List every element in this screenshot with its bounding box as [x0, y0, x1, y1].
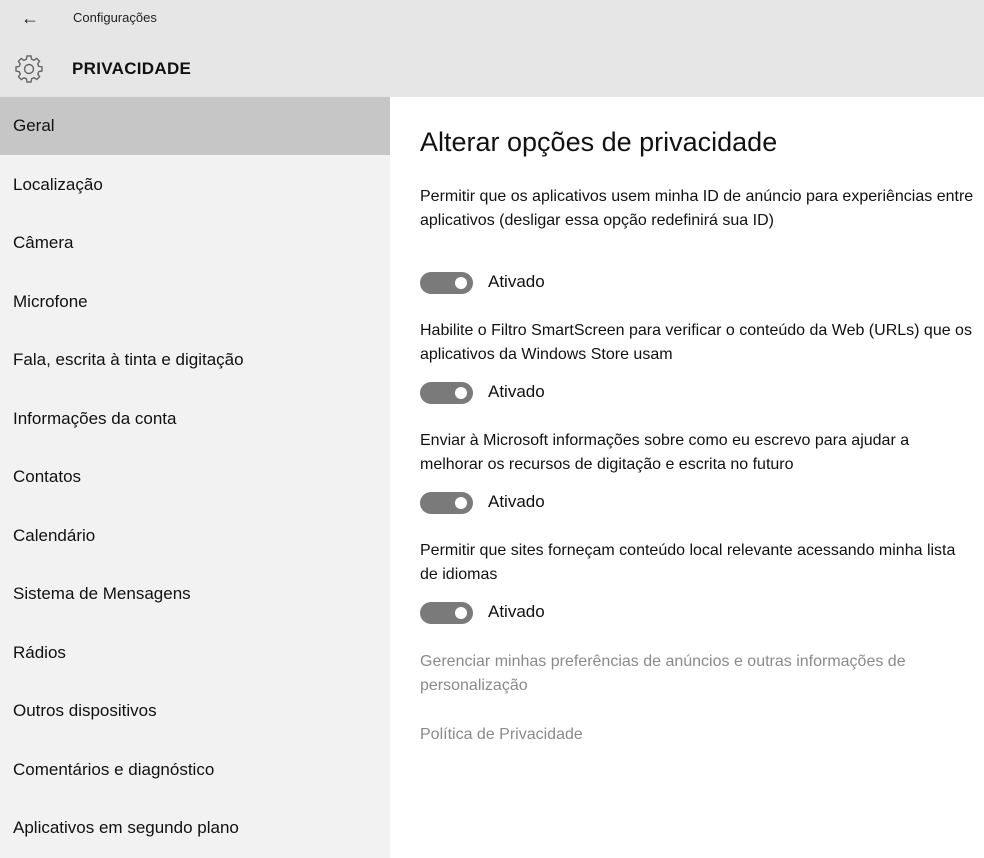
toggle-knob — [455, 277, 467, 289]
language-list-toggle[interactable] — [420, 602, 473, 624]
option-description: Habilite o Filtro SmartScreen para verificar o conteúdo da Web (URLs) que os aplicativos da Windows Store usam — [420, 322, 972, 363]
smartscreen-toggle[interactable] — [420, 382, 473, 404]
advertising-id-toggle[interactable] — [420, 272, 473, 294]
sidebar-item-localizacao[interactable]: Localização — [13, 174, 103, 194]
page-title: Alterar opções de privacidade — [420, 127, 778, 157]
sidebar-item-fala[interactable]: Fala, escrita à tinta e digitação — [13, 350, 244, 369]
sidebar-item-geral[interactable]: Geral — [0, 97, 390, 155]
section-title: PRIVACIDADE — [72, 59, 192, 78]
header — [0, 0, 984, 97]
option-description: Permitir que sites forneçam conteúdo local relevante acessando minha lista de idiomas — [420, 542, 956, 583]
sidebar-item-informacoes-conta[interactable]: Informações da conta — [13, 408, 177, 428]
main-content — [390, 97, 984, 858]
toggle-state-label: Ativado — [488, 602, 545, 621]
sidebar-item-outros-dispositivos[interactable]: Outros dispositivos — [13, 701, 157, 720]
manage-ad-preferences-link[interactable]: Gerenciar minhas preferências de anúncios e outras informações de personalização — [420, 653, 906, 694]
arrow-left-icon: ← — [21, 8, 39, 28]
app-title: Configurações — [73, 10, 157, 25]
privacy-policy-link[interactable]: Política de Privacidade — [420, 726, 583, 743]
toggle-knob — [455, 607, 467, 619]
sidebar-item-contatos[interactable]: Contatos — [13, 467, 82, 486]
sidebar-item-comentarios[interactable]: Comentários e diagnóstico — [13, 759, 215, 779]
toggle-state-label: Ativado — [488, 272, 545, 291]
toggle-state-label: Ativado — [488, 492, 545, 511]
sidebar-item-microfone[interactable]: Microfone — [13, 291, 88, 311]
sidebar-item-segundo-plano[interactable]: Aplicativos em segundo plano — [13, 818, 239, 837]
sidebar-item-mensagens[interactable]: Sistema de Mensagens — [13, 584, 191, 603]
toggle-knob — [455, 387, 467, 399]
sidebar-item-calendario[interactable]: Calendário — [13, 525, 96, 545]
typing-info-toggle[interactable] — [420, 492, 473, 514]
sidebar-item-camera[interactable]: Câmera — [13, 233, 74, 252]
toggle-state-label: Ativado — [488, 382, 545, 401]
back-button[interactable] — [18, 6, 42, 30]
option-description: Enviar à Microsoft informações sobre como eu escrevo para ajudar a melhorar os recursos de digitação e escrita no futuro — [420, 432, 910, 473]
toggle-knob — [455, 497, 467, 509]
option-description: Permitir que os aplicativos usem minha ID de anúncio para experiências entre aplicativos (desligar essa opção redefinirá sua ID) — [420, 188, 974, 229]
gear-icon — [13, 53, 45, 85]
sidebar — [0, 97, 390, 858]
sidebar-item-radios[interactable]: Rádios — [13, 642, 66, 662]
